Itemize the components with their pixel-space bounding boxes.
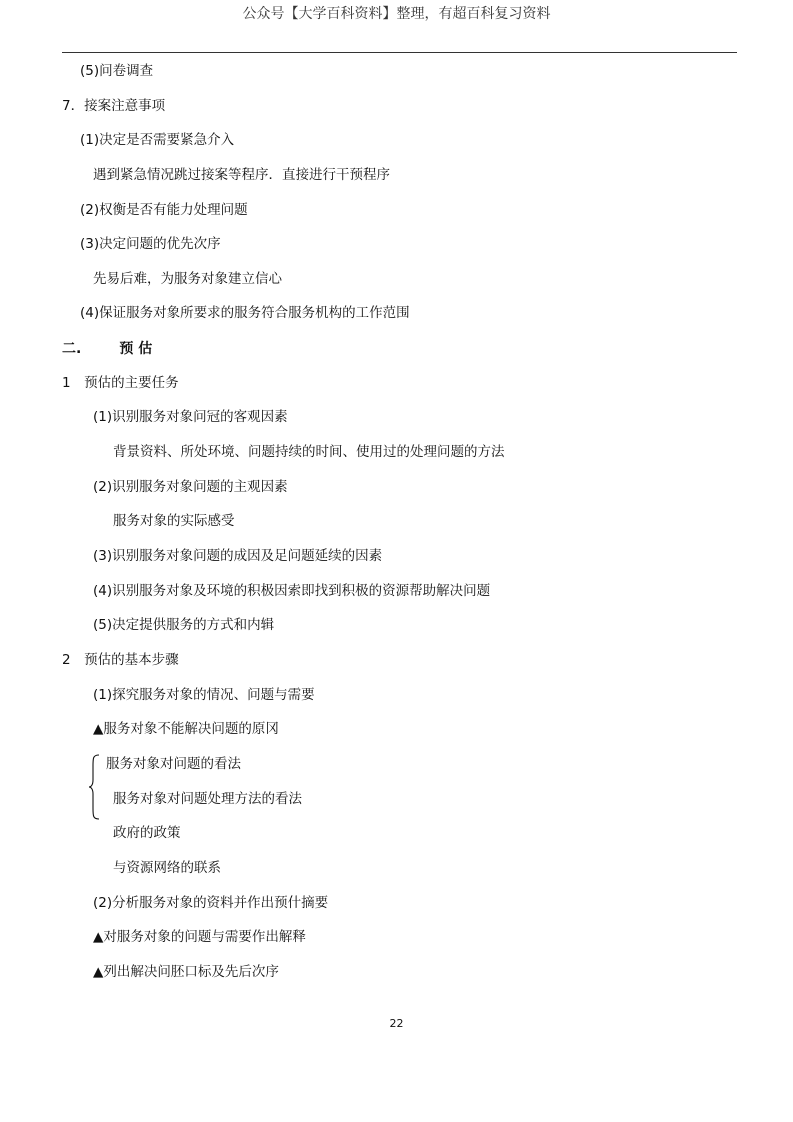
chapter-number: 二.	[62, 341, 82, 357]
text-line: 政府的政策	[113, 825, 181, 841]
text-line: (3)识别服务对象问题的成因及足问题延续的因素	[93, 548, 383, 564]
page-header: 公众号【大学百科资料】整理，有超百科复习资料	[242, 6, 551, 22]
text-line: (4)保证服务对象所要求的服务符合服务机构的工作范围	[80, 305, 410, 321]
text-line: ▲对服务对象的问题与需要作出解释	[93, 929, 306, 945]
text-line: (4)识别服务对象及环境的积极因索即找到积极的资源帮助解决问题	[93, 583, 491, 599]
text-line: ▲列出解决问胚口标及先后次序	[93, 964, 279, 980]
page-number: 22	[389, 1017, 404, 1030]
text-line: (5)问卷调查	[80, 63, 154, 79]
section-heading: 7．接案注意事项	[62, 98, 166, 114]
text-line: (1)探究服务对象的情况、问题与需要	[93, 687, 315, 703]
text-line: (1)决定是否需要紧急介入	[80, 132, 235, 148]
text-line: (2)分析服务对象的资料并作出预什摘要	[93, 895, 329, 911]
section-heading: 2 预估的基本步骤	[62, 652, 179, 668]
text-line: (2)权衡是否有能力处理问题	[80, 202, 248, 218]
text-line: (1)识别服务对象问冠的客观因素	[93, 409, 288, 425]
header-rule	[62, 52, 737, 53]
text-line: 与资源网络的联系	[113, 860, 221, 876]
chapter-heading	[62, 340, 152, 358]
text-line: 服务对象对问题的看法	[106, 756, 241, 772]
section-heading: 1 预估的主要任务	[62, 375, 179, 391]
chapter-title: 预 估	[119, 341, 153, 357]
text-line: 服务对象对问题处理方法的看法	[113, 791, 302, 807]
text-line: 遇到紧急情况跳过接案等程序．直接进行干预程序	[93, 167, 390, 183]
text-line: (5)决定提供服务的方式和内辑	[93, 617, 275, 633]
text-line: 先易后难，为服务对象建立信心	[93, 271, 282, 287]
text-line: (3)决定问题的优先次序	[80, 236, 221, 252]
text-line: (2)识别服务对象问题的主观因素	[93, 479, 288, 495]
text-line: 背景资料、所处环境、问题持续的时间、使用过的处理问题的方法	[113, 444, 505, 460]
text-line: 服务对象的实际感受	[113, 513, 235, 529]
text-line: ▲服务对象不能解决问题的原冈	[93, 721, 279, 737]
curly-brace-icon	[88, 754, 100, 820]
